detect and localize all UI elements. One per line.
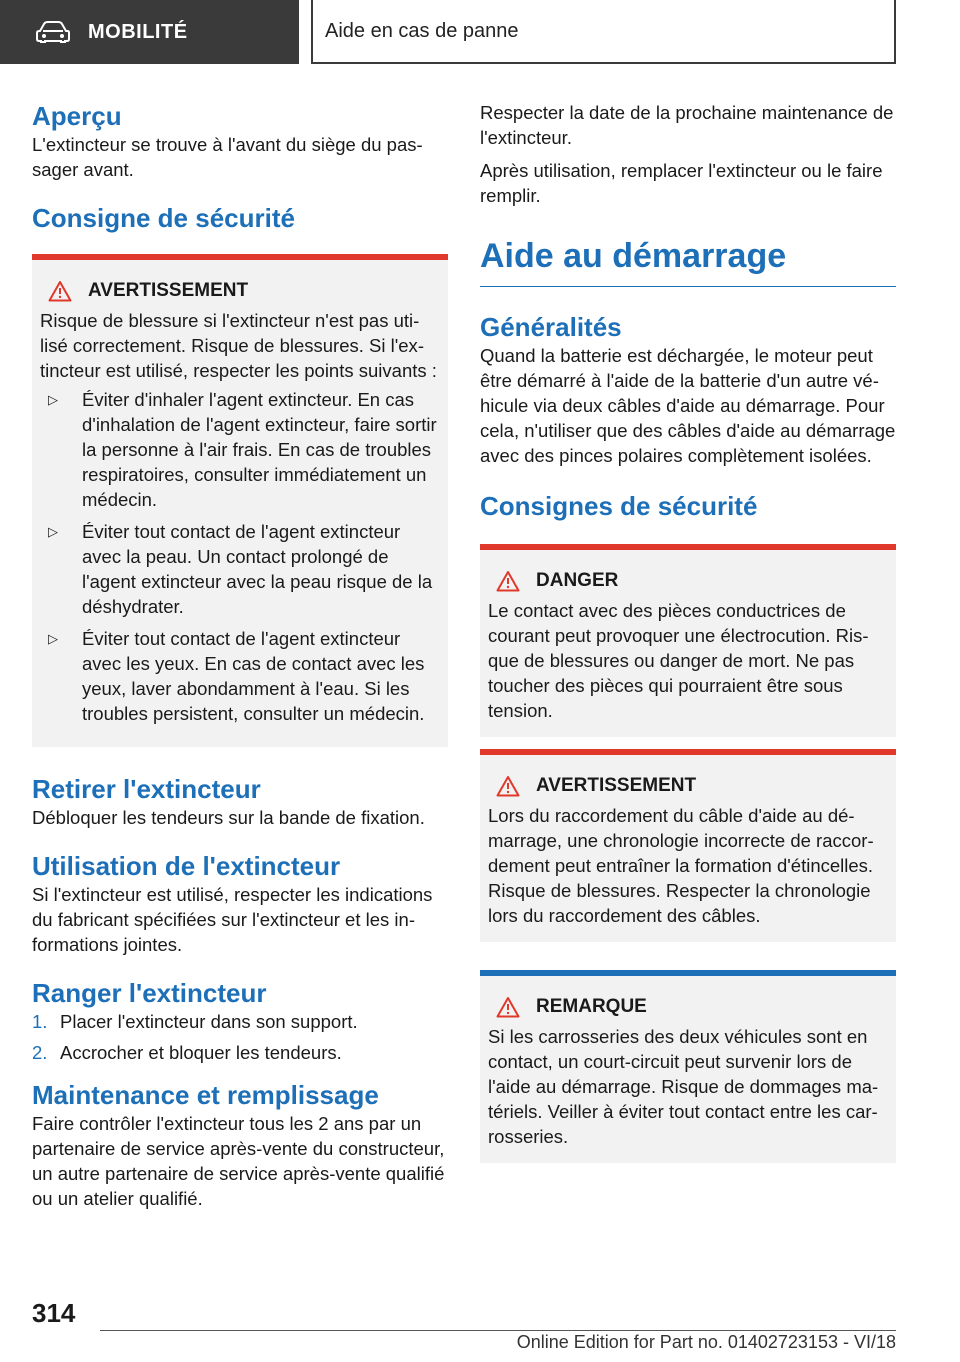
section-label: MOBILITÉ — [88, 20, 188, 43]
ranger-steps — [32, 1009, 448, 1065]
page-header — [0, 0, 960, 66]
remarque-box — [480, 970, 896, 1163]
avertissement-label: AVERTISSEMENT — [536, 775, 697, 796]
remarque-text: Si les carrosseries des deux véhicules sont en contact, un court-circuit peut survenir lors de l'aide au démarrage. Risque de dommages matériels. Veiller à éviter tout contact entre les carrosseries. — [488, 1026, 879, 1147]
bullet-triangle-icon: ▷ — [48, 392, 58, 407]
avertissement-box — [480, 749, 896, 942]
warning-text: Risque de blessure si l'extincteur n'est pas utilisé correctement. Risque de blessures. Si l'extincteur est utilisé, respecter les points suivants : — [40, 310, 437, 381]
avertissement-title — [496, 775, 888, 797]
warning-box — [32, 254, 448, 747]
right-column — [480, 100, 896, 1163]
list-item: ▷ Éviter tout contact de l'agent extincteur avec la peau. Un contact prolongé de l'agent extincteur avec la peau risque de la déshydrater. — [48, 521, 433, 617]
warning-triangle-icon — [496, 570, 520, 592]
heading-maintenance: Maintenance et remplissage — [32, 1080, 379, 1110]
heading-generalites: Généralités — [480, 312, 622, 342]
remarque-label: REMARQUE — [536, 996, 647, 1017]
heading-aide-demarrage: Aide au démarrage — [480, 237, 787, 275]
chapter-label: Aide en cas de panne — [325, 19, 519, 42]
list-item: ▷ Éviter tout contact de l'agent extincteur avec les yeux. En cas de contact avec les yeux, laver abondamment à l'eau. Si les troubles persistent, consulter un médecin. — [48, 628, 425, 724]
after-use-text: Après utilisation, remplacer l'extincteur ou le faire remplir. — [480, 160, 883, 206]
heading-consignes: Consignes de sécurité — [480, 491, 758, 521]
remarque-title — [496, 996, 888, 1018]
warning-label: AVERTISSEMENT — [88, 280, 249, 301]
warning-bullets — [40, 387, 440, 726]
left-column — [32, 100, 448, 1211]
heading-rule — [480, 286, 896, 287]
bullet-triangle-icon: ▷ — [48, 524, 58, 539]
car-icon — [36, 21, 70, 43]
list-item: 2. Accrocher et bloquer les tendeurs. — [32, 1042, 342, 1063]
warning-triangle-icon — [496, 775, 520, 797]
list-item: 1. Placer l'extincteur dans son support. — [32, 1011, 358, 1032]
heading-apercu: Aperçu — [32, 101, 122, 131]
warning-triangle-icon — [496, 996, 520, 1018]
section-tab[interactable] — [0, 0, 299, 64]
maintenance-text: Faire contrôler l'extincteur tous les 2 ans par un partenaire de service après-vente du constructeur, un autre partenaire de service après-vente qualifié ou un atelier qualifié. — [32, 1113, 445, 1209]
maintenance-date-text: Respecter la date de la prochaine maintenance de l'extincteur. — [480, 102, 894, 148]
bullet-triangle-icon: ▷ — [48, 631, 58, 646]
heading-ranger: Ranger l'extincteur — [32, 978, 267, 1008]
heading-retirer: Retirer l'extincteur — [32, 774, 261, 804]
warning-triangle-icon — [48, 280, 72, 302]
danger-box — [480, 544, 896, 737]
apercu-text: L'extincteur se trouve à l'avant du siège du passager avant. — [32, 134, 423, 180]
generalites-text: Quand la batterie est déchargée, le moteur peut être démarré à l'aide de la batterie d'un autre véhicule via deux câbles d'aide au démarrage. Pour cela, n'utiliser que des câbles d'aide au démarrage avec des pinces polaires complètement isolées. — [480, 345, 896, 466]
utilisation-text: Si l'extincteur est utilisé, respecter les indications du fabricant spécifiées sur l'extincteur et les informations jointes. — [32, 884, 433, 955]
warning-title — [48, 280, 440, 302]
edition-text: Online Edition for Part no. 01402723153 - VI/18 — [516, 1332, 896, 1352]
list-item: ▷ Éviter d'inhaler l'agent extincteur. En cas d'inhalation de l'agent extincteur, faire sortir la personne à l'air frais. En cas de troubles respiratoires, consulter immédiatement un médecin. — [48, 389, 437, 510]
danger-title — [496, 570, 888, 592]
heading-consigne: Consigne de sécurité — [32, 203, 295, 233]
danger-label: DANGER — [536, 570, 619, 591]
heading-utilisation: Utilisation de l'extincteur — [32, 851, 341, 881]
avertissement-text: Lors du raccordement du câble d'aide au démarrage, une chronologie incorrecte de raccordement peut entraîner la formation d'étincelles. Risque de blessures. Respecter la chronologie lors du raccordement des câbles. — [488, 805, 874, 926]
danger-text: Le contact avec des pièces conductrices de courant peut provoquer une électrocution. Risque de blessures ou danger de mort. Ne pas toucher des pièces qui pourraient être sous tension. — [488, 600, 869, 721]
retirer-text: Débloquer les tendeurs sur la bande de fixation. — [32, 807, 425, 828]
footer-rule — [100, 1330, 896, 1331]
page-number: 314 — [32, 1298, 76, 1328]
chapter-tab[interactable] — [311, 0, 896, 64]
